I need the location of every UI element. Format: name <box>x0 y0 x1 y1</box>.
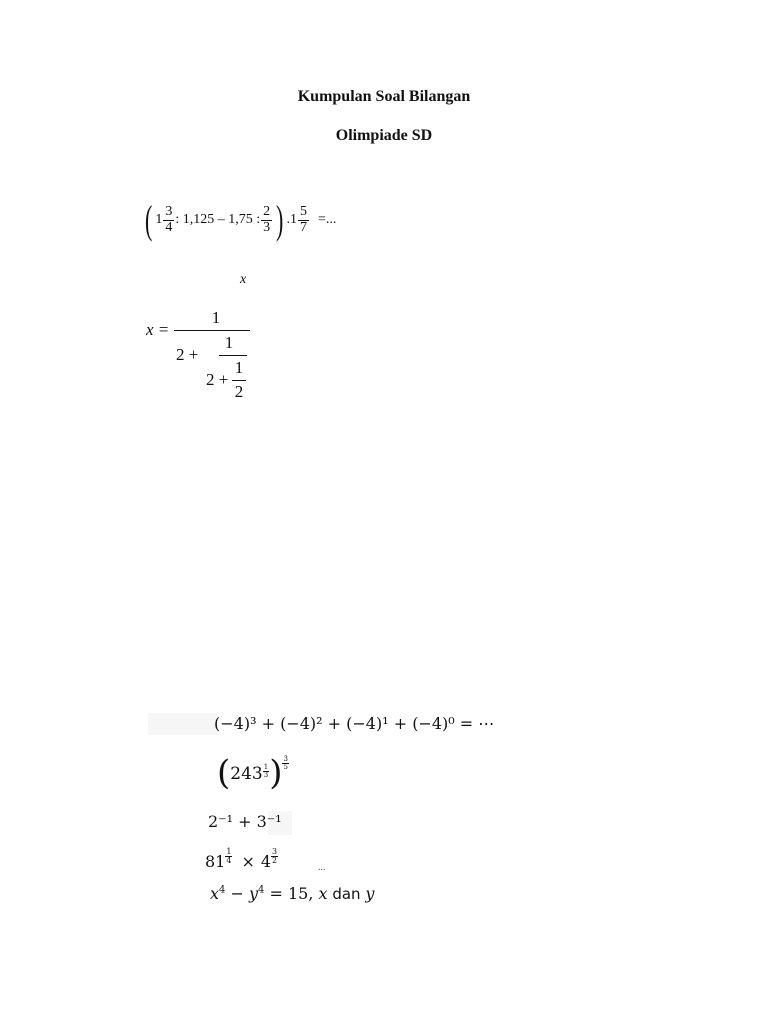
exponent: 4 <box>258 884 265 896</box>
fraction-denominator: 7 <box>299 219 307 235</box>
exponent-denominator: 2 <box>272 856 278 865</box>
right-paren: ) <box>276 197 284 242</box>
cf-numerator-1: 1 <box>211 308 221 327</box>
exponent-denominator: 3 <box>263 771 269 779</box>
left-paren: ( <box>144 197 153 242</box>
cf-lhs: x = <box>146 320 170 339</box>
power-base: 243 <box>230 764 263 784</box>
power-base-2: 4 <box>260 852 272 871</box>
problem-1-expression <box>142 197 337 242</box>
var-x: x <box>318 884 328 903</box>
image-background-strip <box>148 713 218 735</box>
exponent-denominator: 5 <box>283 763 288 771</box>
cf-numerator-3: 1 <box>234 358 244 377</box>
cf-denominator-2: 2 + <box>206 370 229 389</box>
cf-numerator-2: 1 <box>224 333 234 352</box>
exponent-numerator: 1 <box>263 763 269 771</box>
problem-5-expression: 2⁻¹ + 3⁻¹ <box>208 812 282 831</box>
problem-7-expression <box>210 884 374 903</box>
cf-fraction-bar-2 <box>219 355 247 356</box>
exponent-numerator: 1 <box>226 847 232 856</box>
problem-6-dots: ... <box>318 862 326 873</box>
cf-fraction-bar-3 <box>232 380 246 381</box>
fraction-3-4 <box>163 205 174 235</box>
exponent-numerator: 3 <box>272 847 278 856</box>
document-subtitle: Olimpiade SD <box>335 127 433 144</box>
right-paren: ) <box>269 753 283 793</box>
exponent-numerator: 3 <box>283 755 288 763</box>
document-title: Kumpulan Soal Bilangan <box>297 88 471 105</box>
problem-6-expression <box>205 848 281 871</box>
mixed-whole-1: 1 <box>155 212 163 227</box>
exponent-denominator: 4 <box>226 856 232 865</box>
exponent-1 <box>225 848 232 865</box>
after-paren: .1 <box>286 212 297 227</box>
fraction-numerator: 3 <box>165 203 173 219</box>
fraction-numerator: 2 <box>263 203 271 219</box>
fraction-5-7 <box>298 205 309 235</box>
cf-fraction-bar-1 <box>174 330 250 331</box>
left-paren: ( <box>217 753 231 793</box>
fraction-denominator: 4 <box>165 219 173 235</box>
problem-2-label: x <box>240 272 247 287</box>
minus-sign: − <box>230 884 244 903</box>
var-y: y <box>365 884 375 903</box>
var-x: x <box>210 884 220 903</box>
outer-exponent <box>282 756 288 771</box>
power-base-1: 81 <box>205 852 226 871</box>
var-y: y <box>249 884 259 903</box>
cf-denominator-1: 2 + <box>176 345 199 364</box>
exponent: 4 <box>219 884 226 896</box>
fraction-denominator: 3 <box>263 219 271 235</box>
fraction-2-3 <box>261 205 272 235</box>
problem-4-expression <box>217 753 289 793</box>
equals-15: = 15, <box>264 884 319 903</box>
problem-1-tail: =... <box>317 212 337 227</box>
cf-denominator-3: 2 <box>234 382 244 401</box>
problem-1-middle: : 1,125 – 1,75 : <box>175 212 261 227</box>
word-dan: dan <box>327 885 366 903</box>
times-sign: × <box>241 852 255 871</box>
problem-3-expression: (−4)³ + (−4)² + (−4)¹ + (−4)⁰ = ⋯ <box>214 714 495 733</box>
fraction-numerator: 5 <box>299 203 307 219</box>
exponent-2 <box>271 848 278 865</box>
